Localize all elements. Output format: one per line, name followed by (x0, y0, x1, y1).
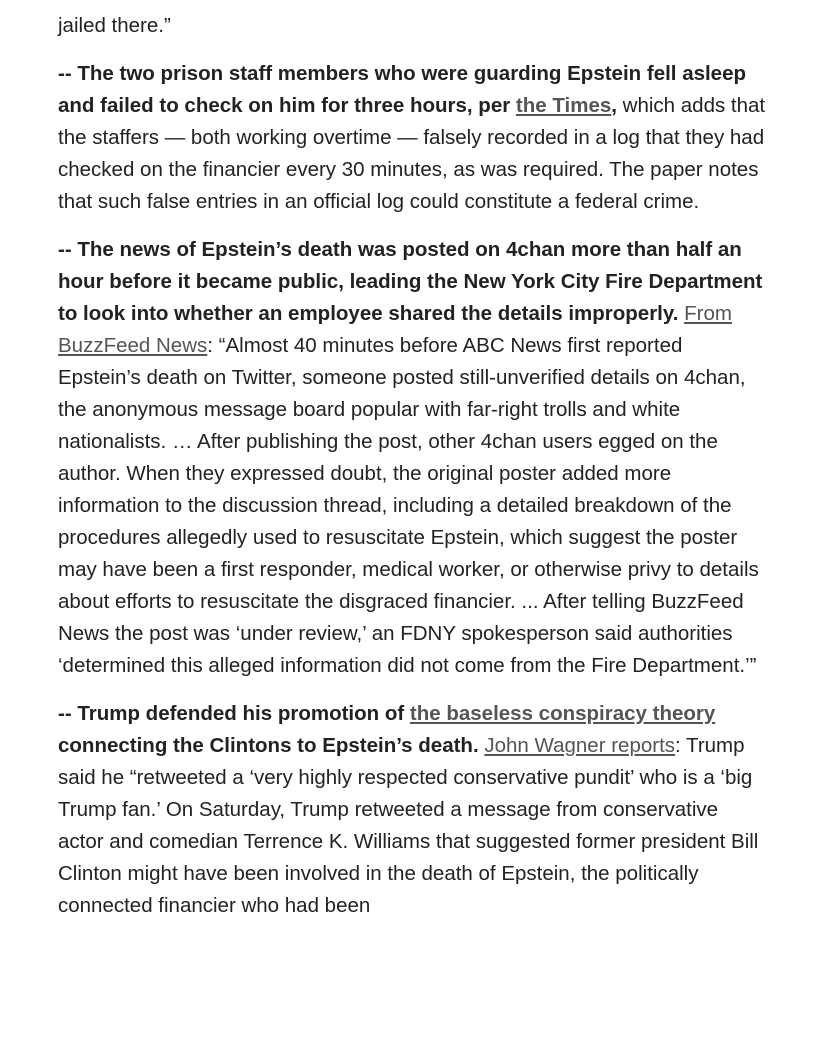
times-link[interactable]: the Times (515, 94, 612, 117)
john-wagner-link[interactable]: John Wagner reports (484, 734, 676, 757)
buzzfeed-link[interactable]: From BuzzFeed News (58, 302, 732, 357)
paragraph-text: : “Almost 40 minutes before ABC News first reported Epstein’s death on Twitter, someone posted still-unverified details on 4chan, the anonymous message board popular with far-right trolls and white nationalists. … After publishing the post, other 4chan users egged on the author. When they expressed doubt, the original poster added more information to the discussion thread, including a detailed breakdown of the procedures allegedly used to resuscitate Epstein, which suggest the poster may have been a first responder, medical worker, or otherwise privy to details about efforts to resuscitate the disgraced financier. ... After telling BuzzFeed News the post was ‘under review,’ an FDNY spokesperson said authorities ‘determined this alleged information did not come from the Fire Department.’” (58, 334, 759, 677)
paragraph-trump (58, 698, 768, 922)
bold-continuation: connecting the Clintons to Epstein’s death. (58, 734, 479, 757)
article-body (58, 0, 768, 938)
paragraph-fragment (58, 10, 768, 42)
paragraph-text: : Trump said he “retweeted a ‘very highly respected conservative pundit’ who is a ‘big Trump fan.’ On Saturday, Trump retweeted a message from conservative actor and comedian Terrence K. Williams that suggested former president Bill Clinton might have been involved in the death of Epstein, the politically connected financier who had been (58, 734, 759, 917)
bold-lead: -- The news of Epstein’s death was posted on 4chan more than half an hour before it became public, leading the New York City Fire Department to look into whether an employee shared the details improperly. (58, 238, 763, 325)
paragraph-4chan (58, 234, 768, 682)
bold-lead: -- The two prison staff members who were guarding Epstein fell asleep and failed to check on him for three hours, per (58, 62, 747, 117)
bold-lead: -- Trump defended his promotion of (58, 702, 405, 725)
paragraph-staff-asleep (58, 58, 768, 218)
fragment-text: jailed there.” (58, 14, 171, 37)
paragraph-text: which adds that the staffers — both working overtime — falsely recorded in a log that they had checked on the financier every 30 minutes, as was required. The paper notes that such false entries in an official log could constitute a federal crime. (58, 94, 766, 213)
bold-punct: , (611, 94, 617, 117)
conspiracy-theory-link[interactable]: the baseless conspiracy theory (409, 702, 716, 725)
